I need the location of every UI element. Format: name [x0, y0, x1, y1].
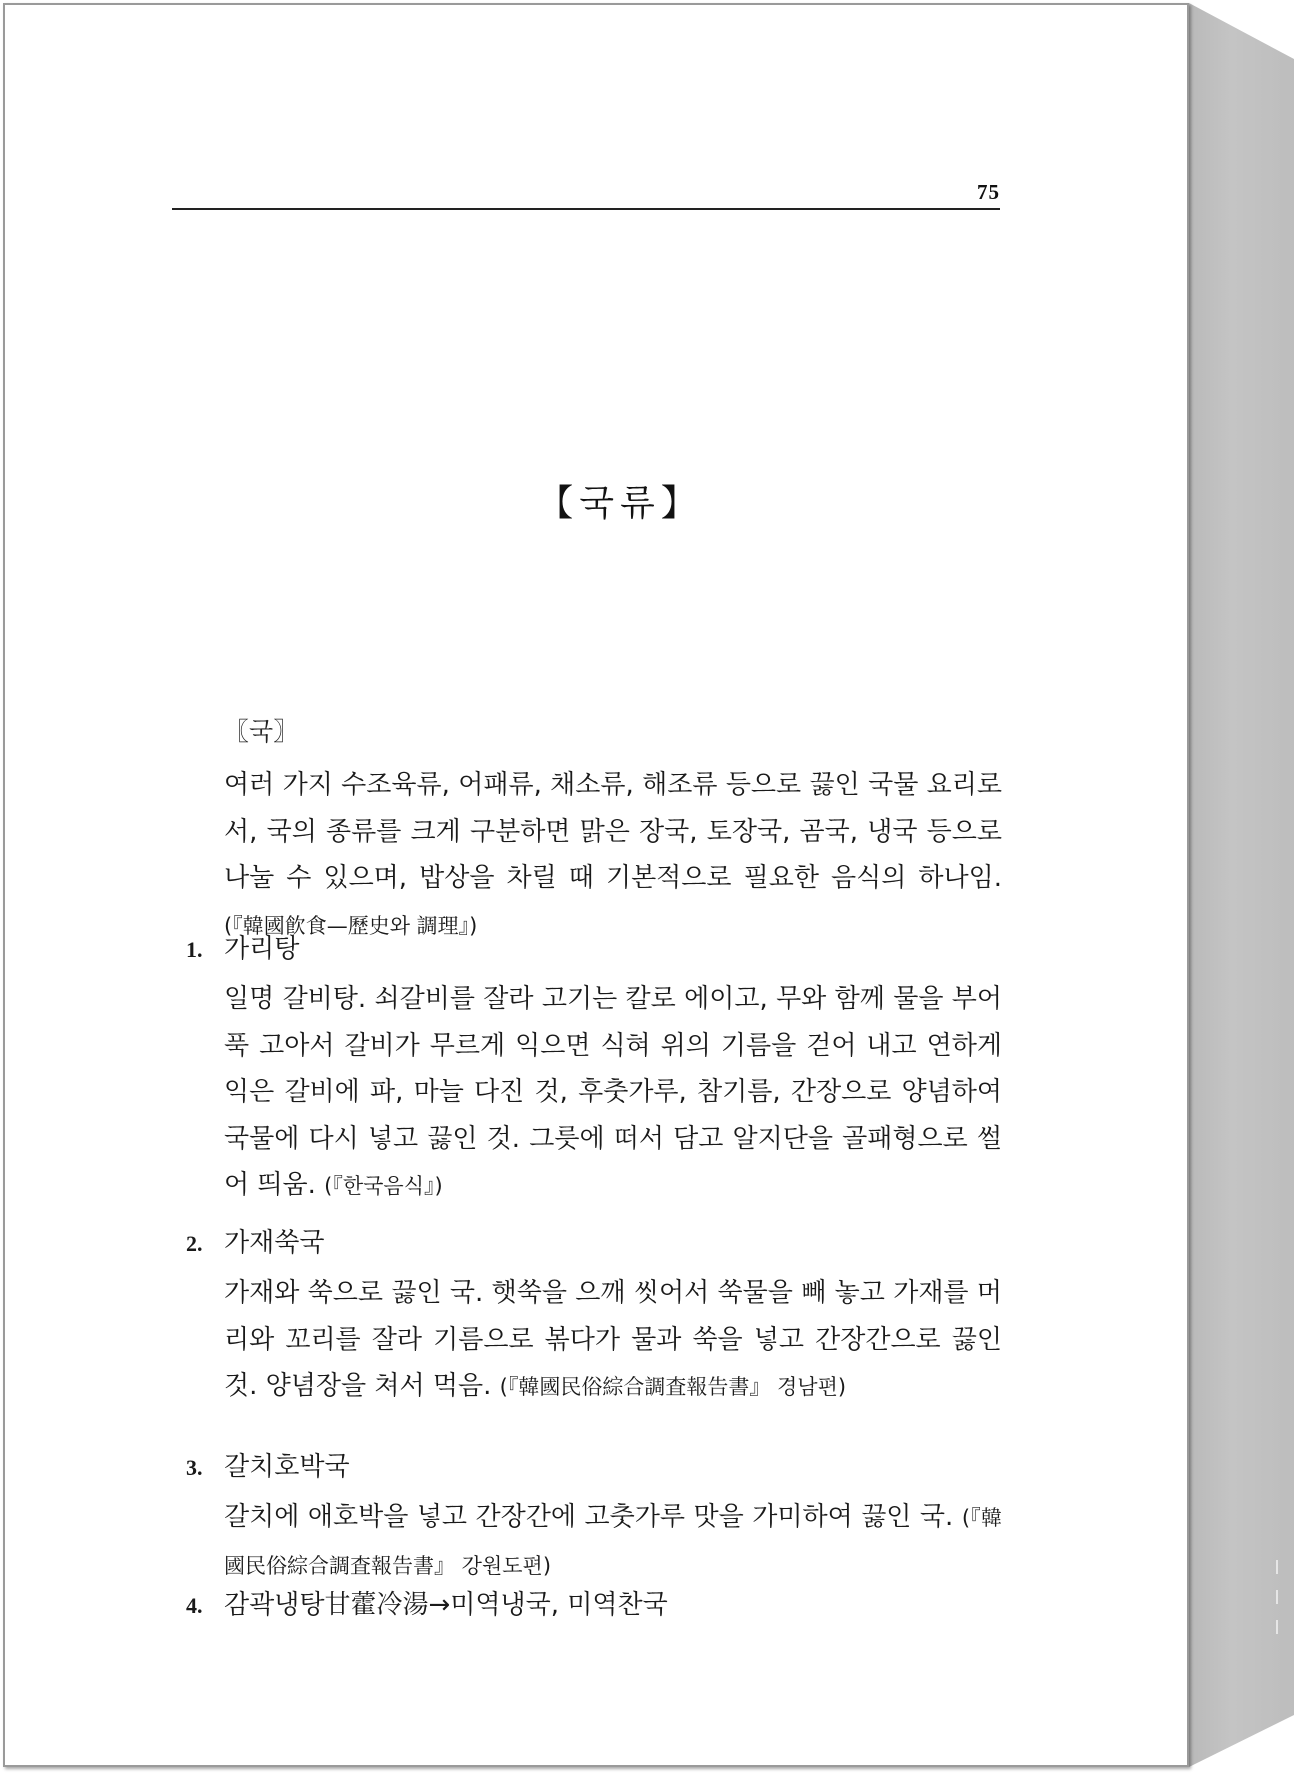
entry-body-1 — [224, 976, 1002, 1210]
intro-citation: (『韓國飮食—歷史와 調理』) — [224, 913, 478, 938]
entry-body-3 — [224, 1494, 1002, 1589]
page-number: 75 — [977, 180, 1000, 204]
entry-number: 1. — [186, 937, 203, 962]
page-stack-edge — [1189, 3, 1294, 1767]
entry-title: 감곽냉탕甘藿冷湯→미역냉국, 미역찬국 — [224, 1590, 668, 1620]
sub-heading: 〖국〗 — [224, 717, 299, 746]
entry-citation: (『한국음식』) — [324, 1174, 443, 1198]
entry-citation: (『韓國民俗綜合調査報告書』 경남편) — [499, 1375, 847, 1399]
entry-text: 일명 갈비탕. 쇠갈비를 잘라 고기는 칼로 에이고, 무와 함께 물을 부어 푹 고아서 갈비가 무르게 익으면 식혀 위의 기름을 걷어 내고 연하게 익은 갈비에 파, 마늘 다진 것, 후춧가루, 참기름, 간장으로 양념하여 국물에 다시 넣고 끓인 것. 그릇에 떠서 담고 알지단을 골패형으로 썰어 띄움. — [224, 984, 1002, 1200]
page-edge-mark — [1276, 1620, 1278, 1634]
header-rule — [172, 208, 1000, 210]
entry-heading-2 — [186, 1222, 324, 1259]
intro-text: 여러 가지 수조육류, 어패류, 채소류, 해조류 등으로 끓인 국물 요리로서, 국의 종류를 크게 구분하면 맑은 장국, 토장국, 곰국, 냉국 등으로 나눌 수 있으며, 밥상을 차릴 때 기본적으로 필요한 음식의 하나임. — [224, 770, 1002, 893]
entry-citation: (『韓國民俗綜合調査報告書』 강원도편) — [224, 1506, 1002, 1578]
entry-text: 가재와 쑥으로 끓인 국. 햇쑥을 으깨 씻어서 쑥물을 빼 놓고 가재를 머리와 꼬리를 잘라 기름으로 볶다가 물과 쑥을 넣고 간장간으로 끓인 것. 양념장을 쳐서 먹음. — [224, 1278, 1002, 1401]
entry-heading-3 — [186, 1446, 350, 1483]
entry-text: 갈치에 애호박을 넣고 간장간에 고춧가루 맛을 가미하여 끓인 국. — [224, 1502, 954, 1532]
page-edge-mark — [1276, 1590, 1278, 1604]
page-edge-mark — [1276, 1560, 1278, 1574]
entry-body-2 — [224, 1270, 1002, 1411]
entry-title: 갈치호박국 — [224, 1452, 350, 1482]
intro-paragraph — [224, 762, 1002, 949]
entry-number: 4. — [186, 1593, 203, 1618]
entry-number: 3. — [186, 1455, 203, 1480]
section-title: 【국류】 — [537, 483, 703, 524]
entry-heading-1 — [186, 928, 299, 965]
entry-heading-4 — [186, 1584, 668, 1621]
entry-title: 가리탕 — [224, 934, 300, 964]
entry-title: 가재쑥국 — [224, 1228, 325, 1258]
entry-number: 2. — [186, 1231, 203, 1256]
